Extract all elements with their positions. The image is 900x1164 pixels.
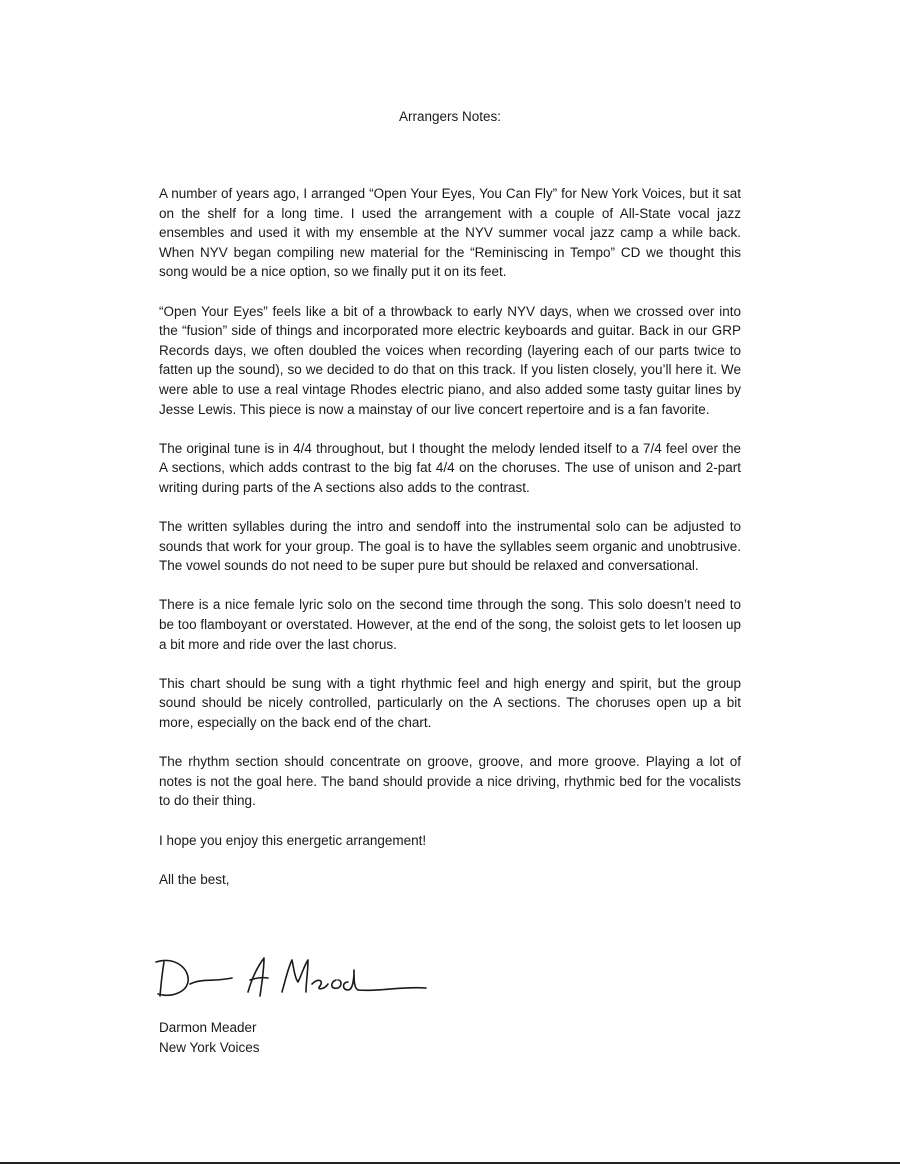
signer-name: Darmon Meader [159,1020,257,1035]
handwritten-signature [152,948,432,1004]
letter-body [159,184,741,909]
signer-organization: New York Voices [159,1040,260,1055]
valediction: All the best, [159,871,230,887]
paragraph-3: The original tune is in 4/4 throughout, but I thought the melody lended itself to a 7/4 feel over the A sections, which adds contrast to the big fat 4/4 on the choruses. The use of unison and 2-part writing during parts of the A sections also adds to the contrast. [159,440,741,495]
closing-line: I hope you enjoy this energetic arrangement! [159,832,427,848]
paragraph-1: A number of years ago, I arranged “Open Your Eyes, You Can Fly” for New York Voices, but it sat on the shelf for a long time. I used the arrangement with a couple of All-State vocal jazz ensembles and used it with my ensemble at the NYV summer vocal jazz camp a while back. When NYV began compiling new material for the “Reminiscing in Tempo” CD we thought this song would be a nice option, so we finally put it on its feet. [159,186,741,280]
paragraph-7: The rhythm section should concentrate on groove, groove, and more groove. Playing a lot of notes is not the goal here. The band should provide a nice driving, rhythmic bed for the vocalists to do their thing. [159,754,741,809]
page-title: Arrangers Notes: [398,109,502,124]
signer-block [159,1018,260,1058]
paragraph-6: This chart should be sung with a tight rhythmic feel and high energy and spirit, but the group sound should be nicely controlled, particularly on the A sections. The choruses open up a bit more, especially on the back end of the chart. [159,675,741,731]
paragraph-5: There is a nice female lyric solo on the second time through the song. This solo doesn’t need to be too flamboyant or overstated. However, at the end of the song, the soloist gets to let loosen up a bit more and ride over the last chorus. [159,597,741,652]
paragraph-4: The written syllables during the intro and sendoff into the instrumental solo can be adjusted to sounds that work for your group. The goal is to have the syllables seem organic and unobtrusive. The vowel sounds do not need to be super pure but should be relaxed and conversational. [159,519,741,574]
paragraph-2: “Open Your Eyes” feels like a bit of a throwback to early NYV days, when we crossed over into the “fusion” side of things and incorporated more electric keyboards and guitar. Back in our GRP Records days, we often doubled the voices when recording (layering each of our parts twice to fatten up the sound), so we decided to do that on this track. If you listen closely, you’ll here it. We were able to use a real vintage Rhodes electric piano, and also added some tasty guitar lines by Jesse Lewis. This piece is now a mainstay of our live concert repertoire and is a fan favorite. [159,303,741,417]
